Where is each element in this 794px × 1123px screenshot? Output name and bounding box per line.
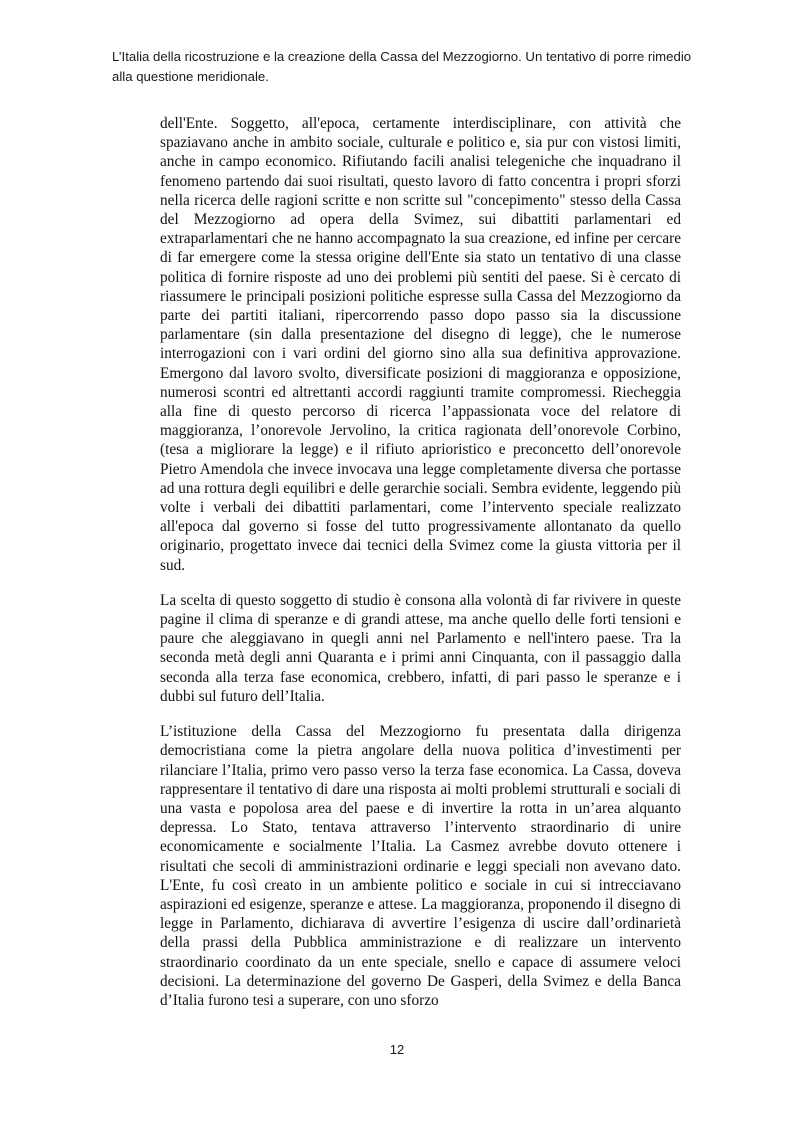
paragraph: L’istituzione della Cassa del Mezzogiorno fu presentata dalla dirigenza democristiana come la pietra angolare della nuova politica d’investimenti per rilanciare l’Italia, primo vero passo verso la terza fase economica. La Cassa, doveva rappresentare il tentativo di dare una risposta ai molti problemi strutturali e sociali di una vasta e popolosa area del paese e di invertire la rotta in un’area alquanto depressa. Lo Stato, tentava attraverso l’intervento straordinario di unire economicamente e socialmente l’Italia. La Casmez avrebbe dovuto ottenere i risultati che secoli di amministrazioni ordinarie e leggi speciali non avevano dato. L'Ente, fu così creato in un ambiente politico e sociale in cui si intrecciavano aspirazioni ed esigenze, speranze e attese. La maggioranza, proponendo il disegno di legge in Parlamento, dichiarava di avvertire l’esigenza di uscire dall’ordinarietà della prassi della Pubblica amministrazione e di realizzare un intervento straordinario coordinato da un ente speciale, snello e capace di assumere veloci decisioni. La determinazione del governo De Gasperi, della Svimez e della Banca d’Italia furono tesi a superare, con uno sforzo bbox=[160, 723, 681, 1009]
paragraph: La scelta di questo soggetto di studio è consona alla volontà di far rivivere in queste pagine il clima di speranze e di grandi attese, ma anche quello delle forti tensioni e paure che aleggiavano in quegli anni nel Parlamento e nell'intero paese. Tra la seconda metà degli anni Quaranta e i primi anni Cinquanta, con il passaggio dalla seconda alla terza fase economica, crebbero, infatti, di pari passo le speranze e i dubbi sul futuro dell’Italia. bbox=[160, 591, 681, 705]
body-text bbox=[160, 114, 681, 1026]
page-number: 12 bbox=[389, 1042, 405, 1057]
running-header: L’Italia della ricostruzione e la creazione della Cassa del Mezzogiorno. Un tentativo di porre rimedio alla questione meridionale. bbox=[112, 49, 692, 84]
paragraph: dell'Ente. Soggetto, all'epoca, certamente interdisciplinare, con attività che spaziavano anche in ambito sociale, culturale e politico e, sia pur con vistosi limiti, anche in campo economico. Rifiutando facili analisi telegeniche che inquadrano il fenomeno partendo dai suoi risultati, questo lavoro di fatto concentra i propri sforzi nella ricerca delle ragioni scritte e non scritte sul "concepimento" stesso della Cassa del Mezzogiorno ad opera della Svimez, sui dibattiti parlamentari ed extraparlamentari che ne hanno accompagnato la sua creazione, ed infine per cercare di far emergere come la stessa origine dell'Ente sia stato un tentativo di una classe politica di fornire risposte ad uno dei problemi più sentiti del paese. Si è cercato di riassumere le principali posizioni politiche espresse sulla Cassa del Mezzogiorno da parte dei partiti italiani, ripercorrendo passo dopo passo sia la discussione parlamentare (sin dalla presentazione del disegno di legge), che le numerose interrogazioni con i vari ordini del giorno sino alla sua definitiva approvazione. Emergono dal lavoro svolto, diversificate posizioni di maggioranza e opposizione, numerosi scontri ed altrettanti accordi raggiunti tramite compromessi. Riecheggia alla fine di questo percorso di ricerca l’appassionata voce del relatore di maggioranza, l’onorevole Jervolino, la critica ragionata dell’onorevole Corbino, (tesa a migliorare la legge) e il rifiuto aprioristico e preconcetto dell’onorevole Pietro Amendola che invece invocava una legge completamente diversa che portasse ad una rottura degli equilibri e delle gerarchie sociali. Sembra evidente, leggendo più volte i verbali dei dibattiti parlamentari, come l’intervento speciale realizzato all'epoca dal governo si fosse del tutto progressivamente allontanato da quello originario, progettato invece dai tecnici della Svimez come la giusta vittoria per il sud. bbox=[160, 115, 681, 574]
